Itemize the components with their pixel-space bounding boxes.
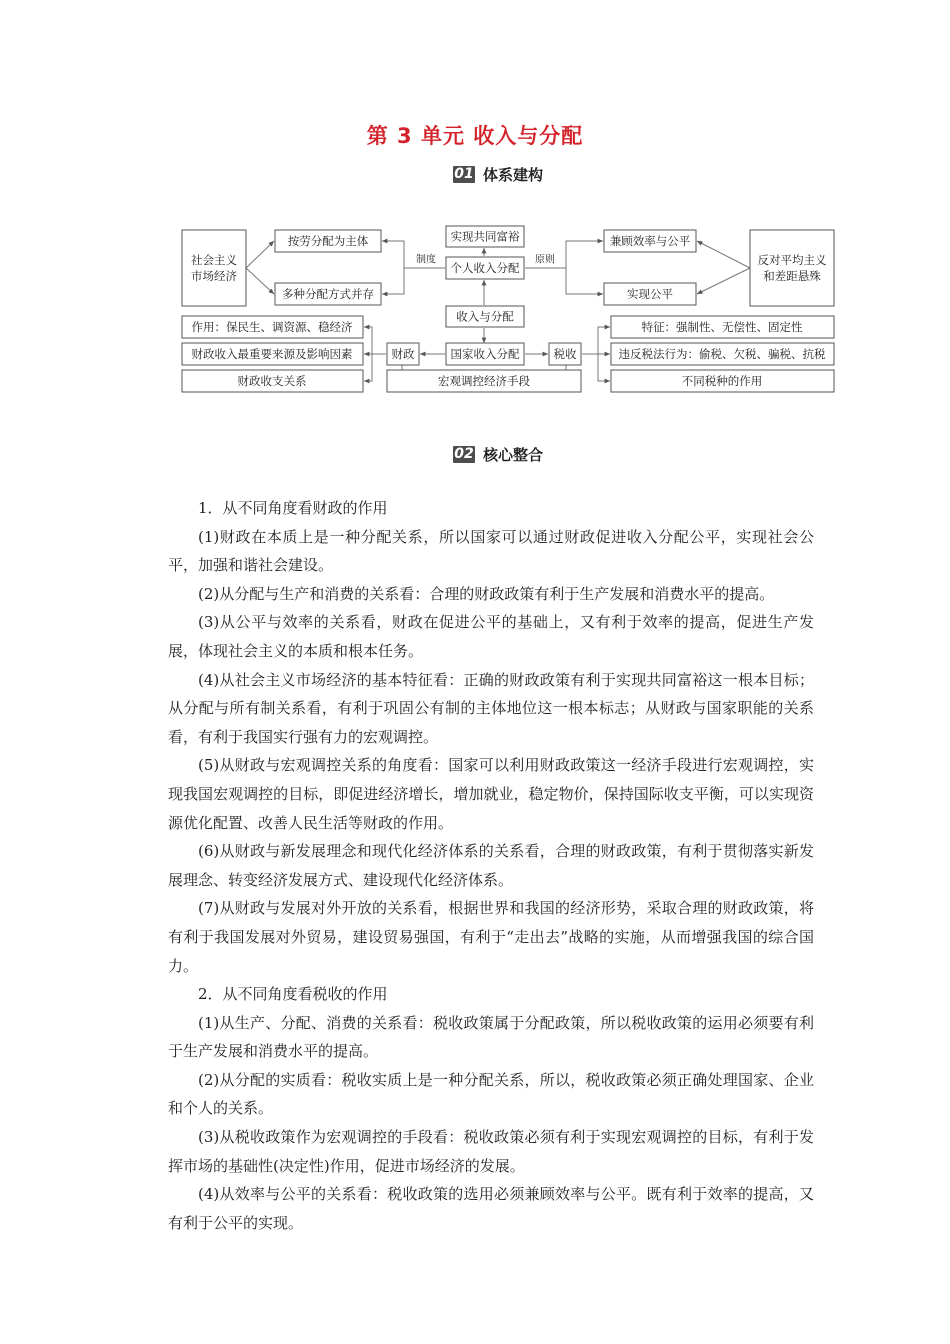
paragraph: (6)从财政与新发展理念和现代化经济体系的关系看，合理的财政政策，有利于贯彻落实新发展理念、转变经济发展方式、建设现代化经济体系。 (168, 842, 814, 889)
node-finance-relation (182, 370, 363, 392)
node-distribution-by-labor (275, 230, 381, 252)
text-finance-role: 作用：保民生、调资源、稳经济 (191, 320, 353, 334)
section-heading-1 (453, 164, 543, 185)
paragraph: (3)从税收政策作为宏观调控的手段看：税收政策必须有利于实现宏观调控的目标，有利于发挥市场的基础性(决定性)作用，促进市场经济的发展。 (168, 1128, 814, 1175)
text-finance: 财政 (391, 347, 415, 361)
node-efficiency-fairness (604, 230, 696, 252)
node-oppose-egalitarianism (750, 230, 834, 306)
text-multiple-distribution: 多种分配方式并存 (282, 287, 374, 301)
text-oppose-1: 反对平均主义 (757, 253, 827, 267)
paragraph: (2)从分配与生产和消费的关系看：合理的财政政策有利于生产发展和消费水平的提高。 (198, 584, 775, 603)
paragraph: (3)从公平与效率的关系看，财政在促进公平的基础上，又有利于效率的提高，促进生产发展，体现社会主义的本质和根本任务。 (168, 613, 814, 660)
node-achieve-fairness (604, 283, 696, 305)
section-number-badge: 01 (454, 166, 474, 182)
text-finance-relation: 财政收支关系 (237, 374, 307, 388)
text-common-prosperity: 实现共同富裕 (450, 229, 520, 244)
section-title: 体系建构 (483, 166, 544, 184)
node-finance (387, 343, 419, 365)
text-personal-income: 个人收入分配 (450, 261, 520, 275)
node-tax-types (611, 370, 834, 392)
node-personal-income (446, 257, 524, 279)
page-title: 第 3 单元 收入与分配 (366, 124, 584, 148)
text-macro-control: 宏观调控经济手段 (438, 374, 530, 388)
node-macro-control (387, 370, 581, 392)
section-heading-2 (453, 444, 543, 465)
paragraph: 2．从不同角度看税收的作用 (198, 985, 388, 1004)
node-multiple-distribution (275, 283, 381, 305)
text-oppose-2: 和差距悬殊 (763, 269, 821, 283)
body-text (168, 494, 814, 1237)
text-tax-feature: 特征：强制性、无偿性、固定性 (641, 320, 803, 334)
text-socialist-1: 社会主义 (191, 253, 237, 267)
paragraph: (1)从生产、分配、消费的关系看：税收政策属于分配政策，所以税收政策的运用必须要有利于生产发展和消费水平的提高。 (168, 1013, 814, 1061)
paragraph: (1)财政在本质上是一种分配关系，所以国家可以通过财政促进收入分配公平，实现社会公平，加强和谐社会建设。 (168, 527, 814, 575)
text-national-income: 国家收入分配 (450, 347, 520, 361)
node-tax (549, 343, 581, 365)
text-income-distribution-root: 收入与分配 (456, 309, 514, 324)
section-title: 核心整合 (483, 446, 544, 464)
text-efficiency-fairness: 兼顾效率与公平 (609, 234, 691, 248)
paragraph: (2)从分配的实质看：税收实质上是一种分配关系，所以，税收政策必须正确处理国家、企业和个人的关系。 (168, 1070, 814, 1118)
paragraph: (4)从效率与公平的关系看：税收政策的选用必须兼顾效率与公平。既有利于效率的提高，又有利于公平的实现。 (168, 1185, 814, 1232)
section-number-badge: 02 (454, 446, 474, 462)
connector-lines (246, 241, 750, 381)
text-tax-violation: 违反税法行为：偷税、欠税、骗税、抗税 (618, 347, 826, 361)
node-finance-role (182, 316, 363, 338)
text-tax: 税收 (553, 347, 577, 361)
node-tax-violation (611, 343, 834, 365)
text-finance-source: 财政收入最重要来源及影响因素 (191, 347, 353, 361)
label-principle: 原则 (535, 254, 555, 266)
paragraph: (4)从社会主义市场经济的基本特征看：正确的财政政策有利于实现共同富裕这一根本目标；从分配与所有制关系看，有利于巩固公有制的主体地位这一根本标志；从财政与国家职能的关系看，有利于我国实行强有力的宏观调控。 (168, 670, 814, 746)
text-socialist-2: 市场经济 (191, 269, 237, 283)
paragraph: (5)从财政与宏观调控关系的角度看：国家可以利用财政政策这一经济手段进行宏观调控，实现我国宏观调控的目标，即促进经济增长，增加就业，稳定物价，保持国际收支平衡，可以实现资源优化配置、改善人民生活等财政的作用。 (168, 756, 814, 832)
node-socialist-market-economy (182, 230, 246, 306)
node-finance-source (182, 343, 363, 365)
node-common-prosperity (446, 226, 524, 247)
paragraph: 1．从不同角度看财政的作用 (198, 499, 388, 517)
text-distribution-by-labor: 按劳分配为主体 (287, 234, 369, 248)
node-income-distribution-root (446, 306, 524, 327)
label-system: 制度 (416, 254, 436, 266)
text-achieve-fairness: 实现公平 (627, 287, 673, 301)
node-national-income (446, 343, 524, 365)
text-tax-types: 不同税种的作用 (681, 374, 763, 388)
paragraph: (7)从财政与发展对外开放的关系看，根据世界和我国的经济形势，采取合理的财政政策，将有利于我国发展对外贸易，建设贸易强国，有利于“走出去”战略的实施，从而增强我国的综合国力。 (168, 899, 814, 975)
node-tax-feature (611, 316, 834, 338)
